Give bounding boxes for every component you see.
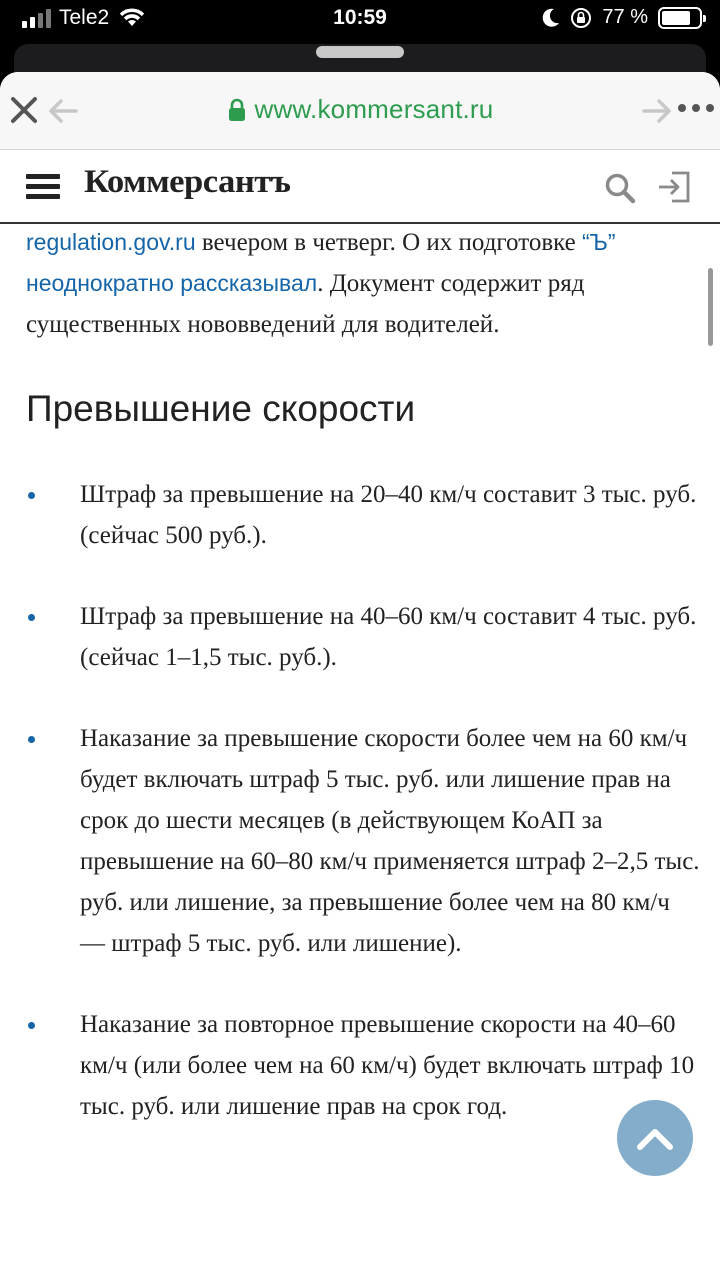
list-item <box>0 474 720 556</box>
login-icon[interactable] <box>656 170 692 204</box>
intro-paragraph <box>26 224 706 345</box>
bullet-dot <box>28 1022 35 1029</box>
list-item <box>0 1004 720 1127</box>
browser-sheet <box>0 72 720 1280</box>
list-item-text: Штраф за превышение на 20–40 км/ч составит 3 тыс. руб. (сейчас 500 руб.). <box>80 481 697 549</box>
orientation-lock-icon <box>570 7 592 29</box>
bullet-dot <box>28 492 35 499</box>
list-item <box>0 718 720 964</box>
kommersant-link[interactable]: “Ъ” неоднократно рассказывал <box>26 229 616 296</box>
battery-fill <box>662 11 690 25</box>
regulation-link[interactable]: regulation.gov.ru <box>26 229 196 255</box>
more-options-icon[interactable] <box>678 104 714 112</box>
section-title: Превышение скорости <box>26 388 416 429</box>
battery-percent: 77 % <box>602 6 648 28</box>
url-text: www.kommersant.ru <box>254 94 494 124</box>
status-bar <box>0 0 720 44</box>
intro-text-1: вечером в четверг. О их подготовке <box>195 229 582 256</box>
status-right <box>542 6 702 29</box>
carrier-name: Tele2 <box>59 6 110 29</box>
list-item-text: Наказание за повторное превышение скорости на 40–60 км/ч (или более чем на 60 км/ч) будет включать штраф 10 тыс. руб. или лишение прав на срок год. <box>80 1011 695 1120</box>
site-logo[interactable]: Коммерсантъ <box>84 164 291 200</box>
search-icon[interactable] <box>604 172 636 204</box>
bullet-list <box>0 474 720 1127</box>
lock-icon <box>227 98 247 122</box>
sheet-grabber[interactable] <box>316 46 404 58</box>
moon-icon <box>542 8 560 28</box>
scroll-to-top-button[interactable] <box>617 1100 693 1176</box>
intro-text-2: . Документ содержит ряд существенных нововведений для водителей. <box>26 270 585 338</box>
bullet-dot <box>28 736 35 743</box>
clock: 10:59 <box>333 6 387 29</box>
menu-icon[interactable] <box>26 174 60 200</box>
chevron-up-icon <box>635 1120 675 1156</box>
browser-toolbar <box>0 72 720 150</box>
article-body <box>0 224 720 1280</box>
bullet-dot <box>28 614 35 621</box>
battery-icon <box>658 7 702 29</box>
list-item <box>0 596 720 678</box>
forward-arrow-icon[interactable] <box>642 98 672 124</box>
address-bar[interactable] <box>0 94 720 125</box>
site-header <box>0 150 720 224</box>
scroll-indicator[interactable] <box>708 268 713 346</box>
list-item-text: Наказание за превышение скорости более чем на 60 км/ч будет включать штраф 5 тыс. руб. или лишение прав на срок до шести месяцев (в действующем КоАП за превышение на 60–80 км/ч применяется штраф 2–2,5 тыс. руб. или лишение, за превышение более чем на 80 км/ч — штраф 5 тыс. руб. или лишение). <box>80 725 700 957</box>
list-item-text: Штраф за превышение на 40–60 км/ч составит 4 тыс. руб. (сейчас 1–1,5 тыс. руб.). <box>80 603 697 671</box>
